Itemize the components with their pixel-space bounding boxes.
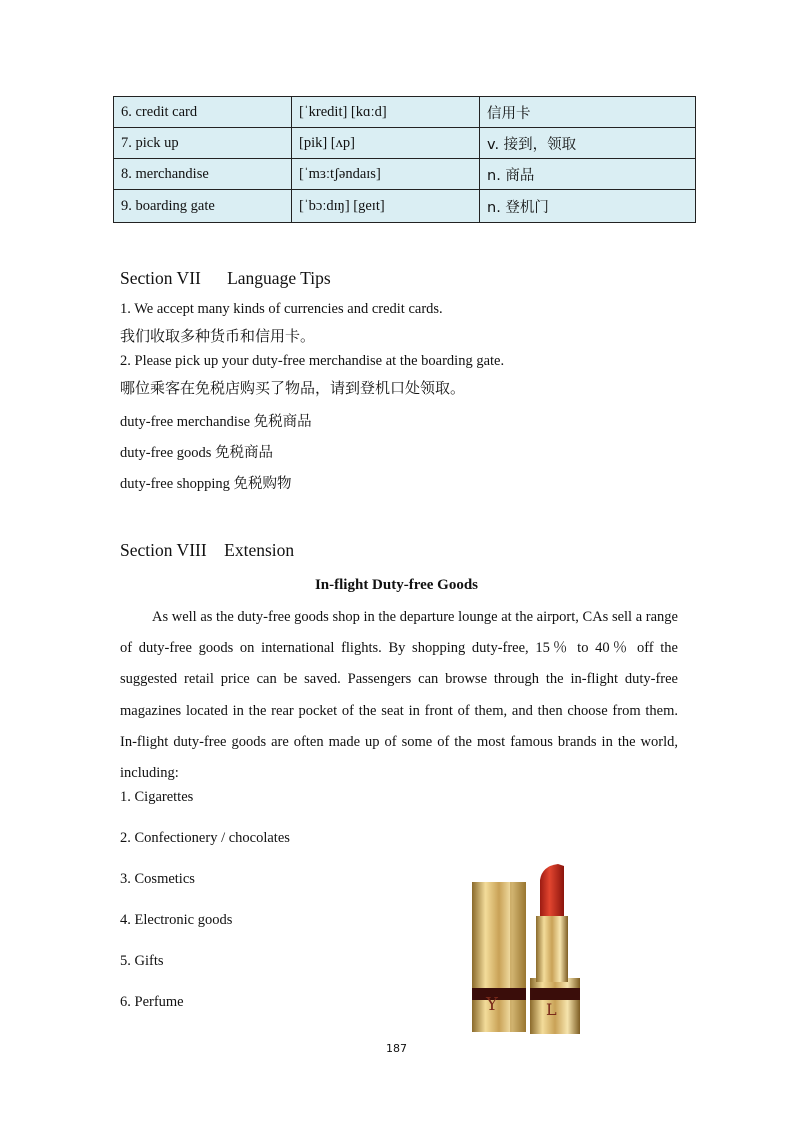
table-row <box>114 190 696 223</box>
table-row <box>114 97 696 128</box>
meaning-cell: v. 接到，领取 <box>480 128 696 159</box>
phonetic-cell: [ˈbɔːdɪŋ] [geɪt] <box>292 190 480 223</box>
meaning-cell: n. 登机门 <box>480 190 696 223</box>
vocabulary-table <box>113 96 696 223</box>
term-cell: 8. merchandise <box>114 159 292 190</box>
list-item: 6. Perfume <box>120 994 184 1010</box>
example-translation: 哪位乘客在免税店购买了物品，请到登机口处领取。 <box>120 379 466 397</box>
page-number: 187 <box>386 1042 407 1055</box>
list-item: 1. Cigarettes <box>120 789 194 805</box>
example-sentence: 2. Please pick up your duty-free merchandise at the boarding gate. <box>120 353 505 369</box>
svg-text:Y: Y <box>486 994 498 1015</box>
term-cell: 9. boarding gate <box>114 190 292 223</box>
section-heading: Section VIII Extension <box>120 540 295 560</box>
phrase-line: duty-free merchandise 免税商品 <box>120 414 312 430</box>
table-row <box>114 128 696 159</box>
lipstick-photo <box>468 860 583 1038</box>
phonetic-cell: [ˈmɜːtʃəndaɪs] <box>292 159 480 190</box>
list-item: 3. Cosmetics <box>120 871 195 887</box>
term-cell: 6. credit card <box>114 97 292 128</box>
article-title: In-flight Duty-free Goods <box>314 577 479 593</box>
svg-text:L: L <box>546 1000 557 1019</box>
phonetic-cell: [pik] [ʌp] <box>292 128 480 159</box>
meaning-cell: 信用卡 <box>480 97 696 128</box>
meaning-cell: n. 商品 <box>480 159 696 190</box>
phonetic-cell: [ˈkredit] [kɑːd] <box>292 97 480 128</box>
phrase-line: duty-free goods 免税商品 <box>120 445 274 461</box>
list-item: 5. Gifts <box>120 953 164 969</box>
phrase-line: duty-free shopping 免税购物 <box>120 476 292 492</box>
body-paragraph: As well as the duty-free goods shop in the departure lounge at the airport, CAs sell a range of duty-free goods on international flights. By shopping duty-free, 15％ to 40％ off the suggested retail price can be saved. Passengers can browse through the in-flight duty-free magazines located in the rear pocket of the seat in front of them, and then choose from them. In-flight duty-free goods are often made up of some of the most famous brands in the world, including: <box>120 609 678 782</box>
table-row <box>114 159 696 190</box>
section-heading: Section VII Language Tips <box>120 268 331 288</box>
example-translation: 我们收取多种货币和信用卡。 <box>120 327 316 345</box>
list-item: 4. Electronic goods <box>120 912 233 928</box>
term-cell: 7. pick up <box>114 128 292 159</box>
example-sentence: 1. We accept many kinds of currencies and credit cards. <box>120 301 443 317</box>
list-item: 2. Confectionery / chocolates <box>120 830 290 846</box>
